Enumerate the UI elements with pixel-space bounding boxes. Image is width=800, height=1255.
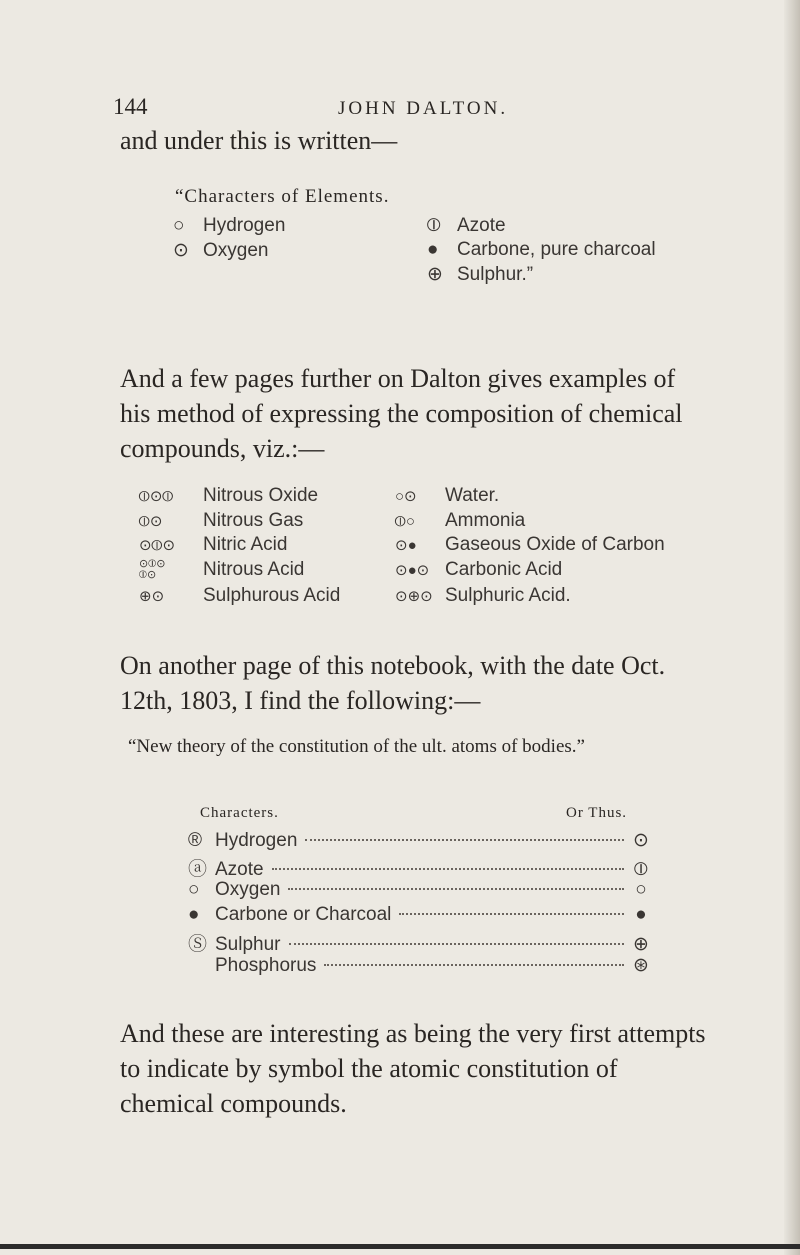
page-edge-shadow <box>784 0 800 1255</box>
symbol-table-row <box>188 879 650 905</box>
dot-leader <box>324 964 624 966</box>
azote-symbol: ⦶ <box>427 215 441 236</box>
compound-symbol: ⊙● <box>395 537 417 554</box>
element-row <box>427 215 506 237</box>
new-symbol: ⊙ <box>633 830 649 851</box>
row-label: Hydrogen <box>215 830 298 851</box>
bottom-rule <box>0 1244 800 1249</box>
symbol-table-row <box>188 904 650 930</box>
symbol-table-row <box>188 954 650 980</box>
sulphur-symbol: ⊕ <box>427 264 443 285</box>
old-symbol: ⓐ <box>188 859 208 880</box>
compound-row <box>139 585 340 607</box>
compound-label: Nitric Acid <box>203 534 288 555</box>
intro-line: and under this is written— <box>120 126 398 155</box>
compound-row <box>139 534 287 556</box>
symbol-table-row <box>188 854 650 880</box>
compound-symbol: ⊙⦶⊙ ⦶⊙ <box>139 558 166 581</box>
compound-symbol: ⊕⊙ <box>139 588 165 605</box>
hydrogen-symbol: ○ <box>173 215 185 236</box>
symbol-table-row <box>188 829 650 855</box>
compound-label: Ammonia <box>445 510 526 531</box>
notebook-paragraph: On another page of this notebook, with the date Oct. 12th, 1803, I find the following:— <box>120 651 666 715</box>
compound-row <box>139 510 303 532</box>
compound-label: Nitrous Oxide <box>203 485 319 506</box>
element-row <box>427 239 656 261</box>
compound-row <box>395 559 562 581</box>
element-label: Oxygen <box>203 240 269 261</box>
new-symbol: ⊛ <box>633 955 649 976</box>
dot-leader <box>272 868 624 870</box>
compound-label: Nitrous Acid <box>203 559 305 581</box>
old-symbol: ® <box>188 830 202 851</box>
compound-symbol: ⊙●⊙ <box>395 562 430 579</box>
compound-label: Sulphurous Acid <box>203 585 341 606</box>
compound-row <box>395 585 571 607</box>
compound-label: Water. <box>445 485 500 506</box>
compound-row <box>395 510 525 532</box>
characters-column-header: Characters. <box>200 805 279 821</box>
final-paragraph: And these are interesting as being the very first attempts to indicate by symbol the atomic constitution of chemical compounds. <box>120 1019 706 1118</box>
new-symbol: ⦶ <box>634 859 648 880</box>
running-title: JOHN DALTON. <box>338 98 509 119</box>
element-label: Sulphur.” <box>457 264 534 285</box>
old-symbol: ● <box>188 904 200 925</box>
compound-row <box>395 534 665 556</box>
compound-symbol: ⦶○ <box>395 513 415 530</box>
compound-symbol: ⊙⊕⊙ <box>395 588 433 605</box>
dot-leader <box>289 943 625 945</box>
element-row <box>173 215 285 237</box>
new-symbol: ● <box>635 904 647 925</box>
element-row <box>427 263 533 286</box>
symbol-table-row <box>188 929 650 955</box>
page-number: 144 <box>113 94 148 119</box>
compound-symbol: ⦶⊙⦶ <box>139 488 174 505</box>
dot-leader <box>399 913 624 915</box>
element-label: Carbone, pure charcoal <box>457 239 656 260</box>
row-label: Oxygen <box>215 879 281 900</box>
row-label: Phosphorus <box>215 955 317 976</box>
compound-label: Gaseous Oxide of Carbon <box>445 534 665 555</box>
oxygen-symbol: ⊙ <box>173 240 189 261</box>
compound-row <box>139 485 318 507</box>
carbone-symbol: ● <box>427 239 439 260</box>
elements-caption: “Characters of Elements. <box>175 186 390 207</box>
or-thus-column-header: Or Thus. <box>566 805 628 821</box>
dot-leader <box>305 839 624 841</box>
quote-paragraph: “New theory of the constitution of the ult. atoms of bodies.” <box>128 736 585 757</box>
row-label: Carbone or Charcoal <box>215 904 392 925</box>
compound-row <box>139 559 304 581</box>
new-symbol: ○ <box>635 879 647 900</box>
compound-label: Sulphuric Acid. <box>445 585 571 606</box>
row-label: Azote <box>215 859 264 880</box>
element-label: Azote <box>457 215 506 236</box>
compound-symbol: ○⊙ <box>395 488 417 505</box>
old-symbol: ○ <box>188 879 200 900</box>
row-label: Sulphur <box>215 934 281 955</box>
new-symbol: ⊕ <box>633 934 649 955</box>
compound-label: Carbonic Acid <box>445 559 563 580</box>
compound-symbol: ⦶⊙ <box>139 513 163 530</box>
element-label: Hydrogen <box>203 215 286 236</box>
compound-label: Nitrous Gas <box>203 510 304 531</box>
compound-symbol: ⊙⦶⊙ <box>139 537 176 554</box>
examples-paragraph: And a few pages further on Dalton gives examples of his method of expressing the composition of chemical compounds, viz.:— <box>120 364 683 463</box>
dot-leader <box>288 888 624 890</box>
compound-row <box>395 485 499 507</box>
element-row <box>173 239 268 262</box>
old-symbol: Ⓢ <box>188 934 208 955</box>
